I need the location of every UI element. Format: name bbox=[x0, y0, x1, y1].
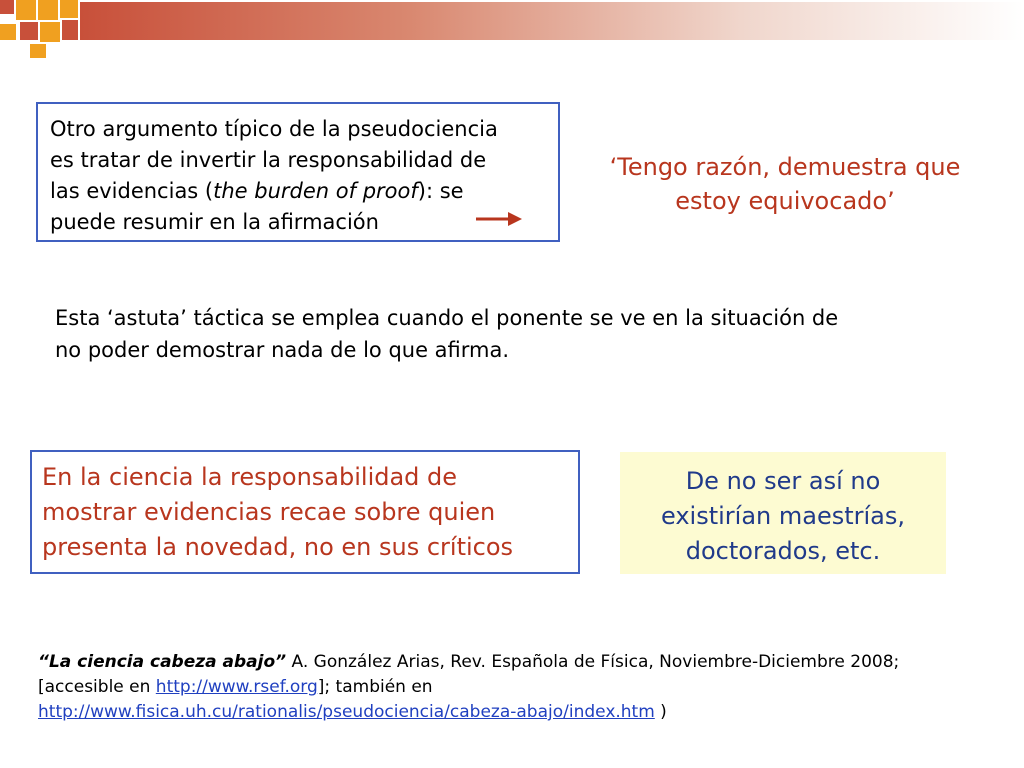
science-responsibility-box bbox=[30, 450, 580, 574]
corner-square bbox=[38, 0, 58, 20]
tactic-line1: Esta ‘astuta’ táctica se emplea cuando el ponente se ve en la situación de bbox=[55, 306, 839, 330]
corner-square bbox=[20, 22, 38, 40]
corner-square bbox=[30, 44, 46, 58]
burden-of-proof-text: the burden of proof bbox=[213, 179, 418, 203]
reference-line1 bbox=[38, 650, 998, 675]
reference-line3 bbox=[38, 700, 998, 725]
corner-square bbox=[60, 0, 78, 18]
fisica-uh-link[interactable]: http://www.fisica.uh.cu/rationalis/pseudociencia/cabeza-abajo/index.htm bbox=[38, 702, 655, 722]
quote-line1: ‘Tengo razón, demuestra que bbox=[609, 153, 961, 181]
pseudoscience-argument-box bbox=[36, 102, 560, 242]
reference-also-text: ]; también en bbox=[317, 677, 433, 697]
box1-line3-text: las evidencias ( bbox=[50, 179, 214, 203]
corner-decoration bbox=[0, 0, 1024, 60]
science-line1: En la ciencia la responsabilidad de bbox=[42, 463, 458, 491]
box1-line4: puede resumir en la afirmación bbox=[50, 210, 379, 234]
reference-line2 bbox=[38, 675, 998, 700]
tactic-line2: no poder demostrar nada de lo que afirma. bbox=[55, 338, 510, 362]
box1-line2: es tratar de invertir la responsabilidad de bbox=[50, 148, 487, 172]
box1-line3 bbox=[50, 176, 546, 207]
right-arrow-icon bbox=[476, 210, 524, 228]
top-gradient-stripe bbox=[80, 2, 1024, 40]
note-line3: doctorados, etc. bbox=[685, 537, 881, 565]
tactic-paragraph bbox=[55, 302, 955, 366]
science-line2: mostrar evidencias recae sobre quien bbox=[42, 498, 496, 526]
rsef-link[interactable]: http://www.rsef.org bbox=[155, 677, 318, 697]
reference-title: “La ciencia cabeza abajo” bbox=[38, 652, 287, 672]
reference-citation bbox=[38, 650, 998, 725]
note-line2: existirían maestrías, bbox=[660, 502, 906, 530]
corner-square bbox=[16, 0, 36, 20]
reference-accessible-text: [accesible en bbox=[38, 677, 156, 697]
quote-text bbox=[590, 150, 980, 218]
corner-square bbox=[40, 22, 60, 42]
box1-line1: Otro argumento típico de la pseudociencia bbox=[50, 117, 498, 141]
reference-closing: ) bbox=[654, 702, 667, 722]
quote-line2: estoy equivocado’ bbox=[675, 187, 895, 215]
corner-square bbox=[0, 24, 16, 40]
corner-square bbox=[62, 20, 78, 40]
note-line1: De no ser así no bbox=[685, 467, 881, 495]
science-line3: presenta la novedad, no en sus críticos bbox=[42, 533, 514, 561]
box1-line3-end: ): se bbox=[417, 179, 464, 203]
degrees-note-box bbox=[620, 452, 946, 574]
corner-square bbox=[0, 0, 14, 14]
reference-details: A. González Arias, Rev. Española de Física, Noviembre-Diciembre 2008; bbox=[286, 652, 900, 672]
